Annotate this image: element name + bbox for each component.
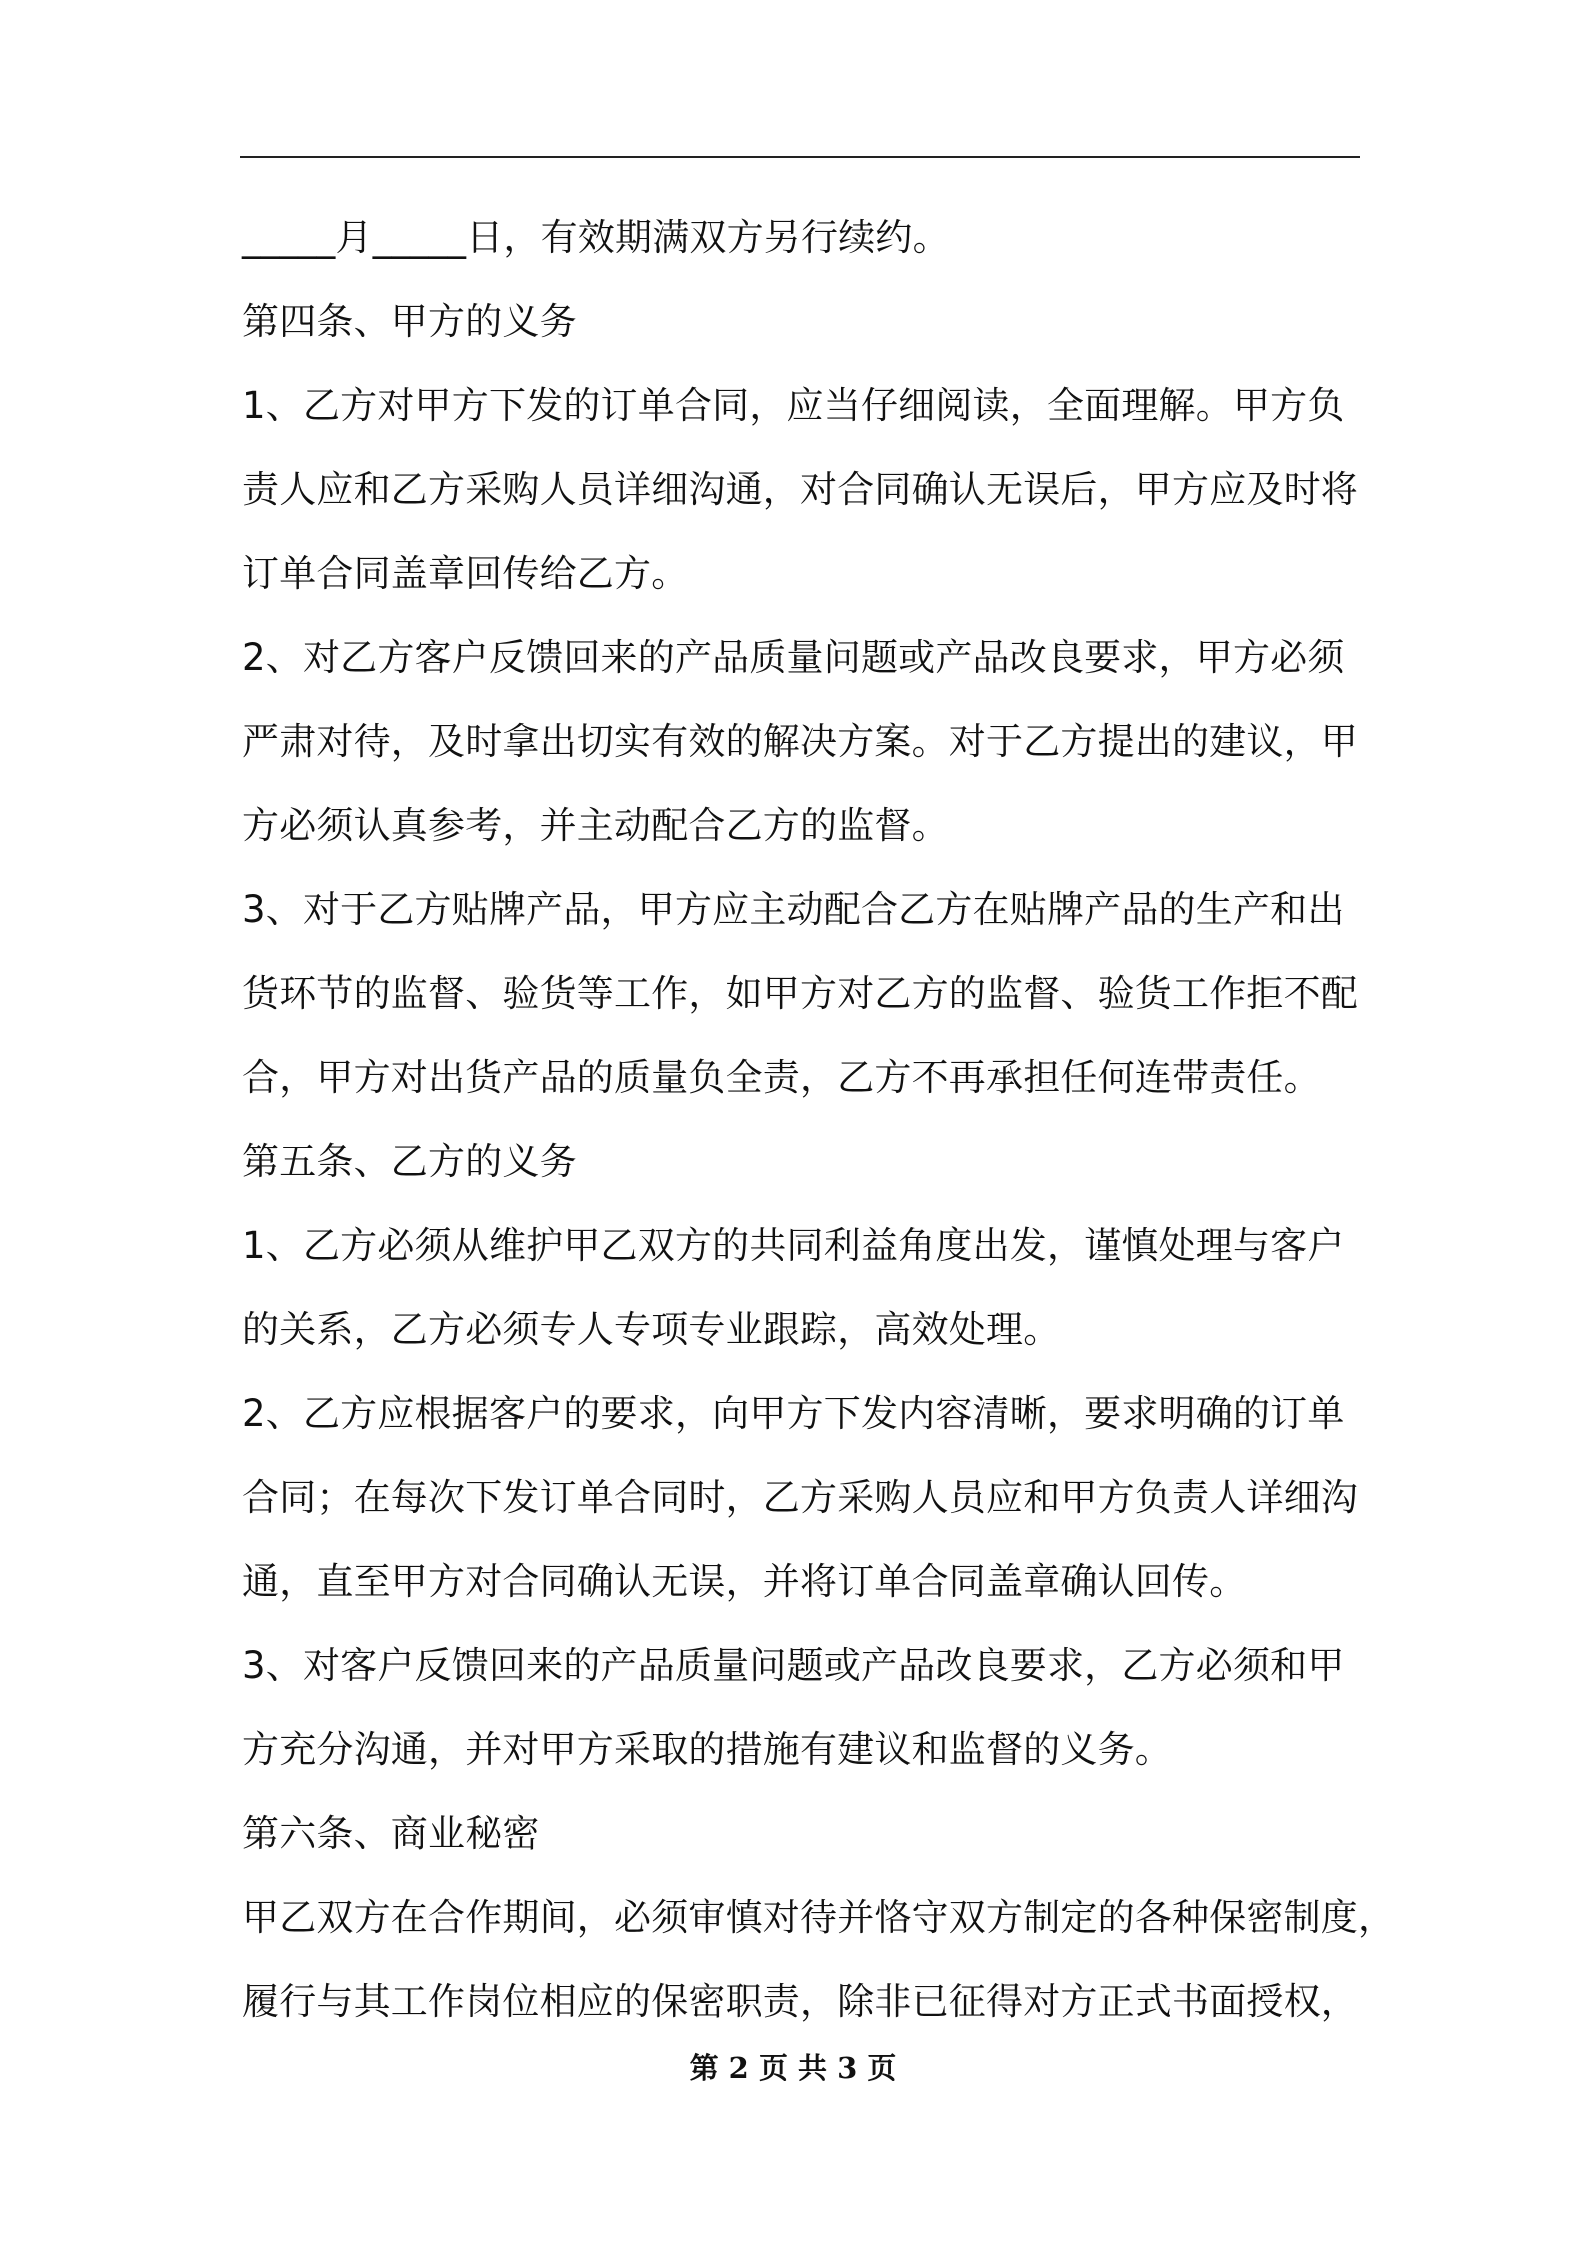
section-heading: 第五条、乙方的义务 — [242, 1140, 577, 1183]
text-line: 3、对于乙方贴牌产品，甲方应主动配合乙方在贴牌产品的生产和出 — [242, 888, 1345, 931]
text-line: 责人应和乙方采购人员详细沟通，对合同确认无误后，甲方应及时将 — [242, 468, 1358, 511]
document-body — [242, 196, 1396, 2044]
text-line: 2、乙方应根据客户的要求，向甲方下发内容清晰，要求明确的订单 — [242, 1392, 1345, 1435]
text-line: 货环节的监督、验货等工作，如甲方对乙方的监督、验货工作拒不配 — [242, 972, 1358, 1015]
text-line: 订单合同盖章回传给乙方。 — [242, 552, 689, 595]
text-line: 通，直至甲方对合同确认无误，并将订单合同盖章确认回传。 — [242, 1560, 1247, 1603]
text-line: 严肃对待，及时拿出切实有效的解决方案。对于乙方提出的建议，甲 — [242, 720, 1358, 763]
text-line: 3、对客户反馈回来的产品质量问题或产品改良要求，乙方必须和甲 — [242, 1644, 1345, 1687]
section-heading: 第四条、甲方的义务 — [242, 300, 577, 343]
text-line: 的关系，乙方必须专人专项专业跟踪，高效处理。 — [242, 1308, 1061, 1351]
text-line: 合，甲方对出货产品的质量负全责，乙方不再承担任何连带责任。 — [242, 1056, 1321, 1099]
page-number-footer: 第 2 页 共 3 页 — [689, 2051, 897, 2085]
text-line: 履行与其工作岗位相应的保密职责，除非已征得对方正式书面授权， — [242, 1980, 1358, 2023]
section-heading: 第六条、商业秘密 — [242, 1812, 540, 1855]
text-line: 合同；在每次下发订单合同时，乙方采购人员应和甲方负责人详细沟 — [242, 1476, 1358, 1519]
text-line: 2、对乙方客户反馈回来的产品质量问题或产品改良要求，甲方必须 — [242, 636, 1345, 679]
text-line: 1、乙方对甲方下发的订单合同，应当仔细阅读，全面理解。甲方负 — [242, 384, 1345, 427]
header-rule — [240, 156, 1360, 158]
text-line: 甲乙双方在合作期间，必须审慎对待并恪守双方制定的各种保密制度， — [242, 1896, 1396, 1939]
text-line: 方充分沟通，并对甲方采取的措施有建议和监督的义务。 — [242, 1728, 1172, 1771]
text-line: _____月_____日，有效期满双方另行续约。 — [242, 216, 950, 259]
text-line: 1、乙方必须从维护甲乙双方的共同利益角度出发，谨慎处理与客户 — [242, 1224, 1345, 1267]
text-line: 方必须认真参考，并主动配合乙方的监督。 — [242, 804, 949, 847]
